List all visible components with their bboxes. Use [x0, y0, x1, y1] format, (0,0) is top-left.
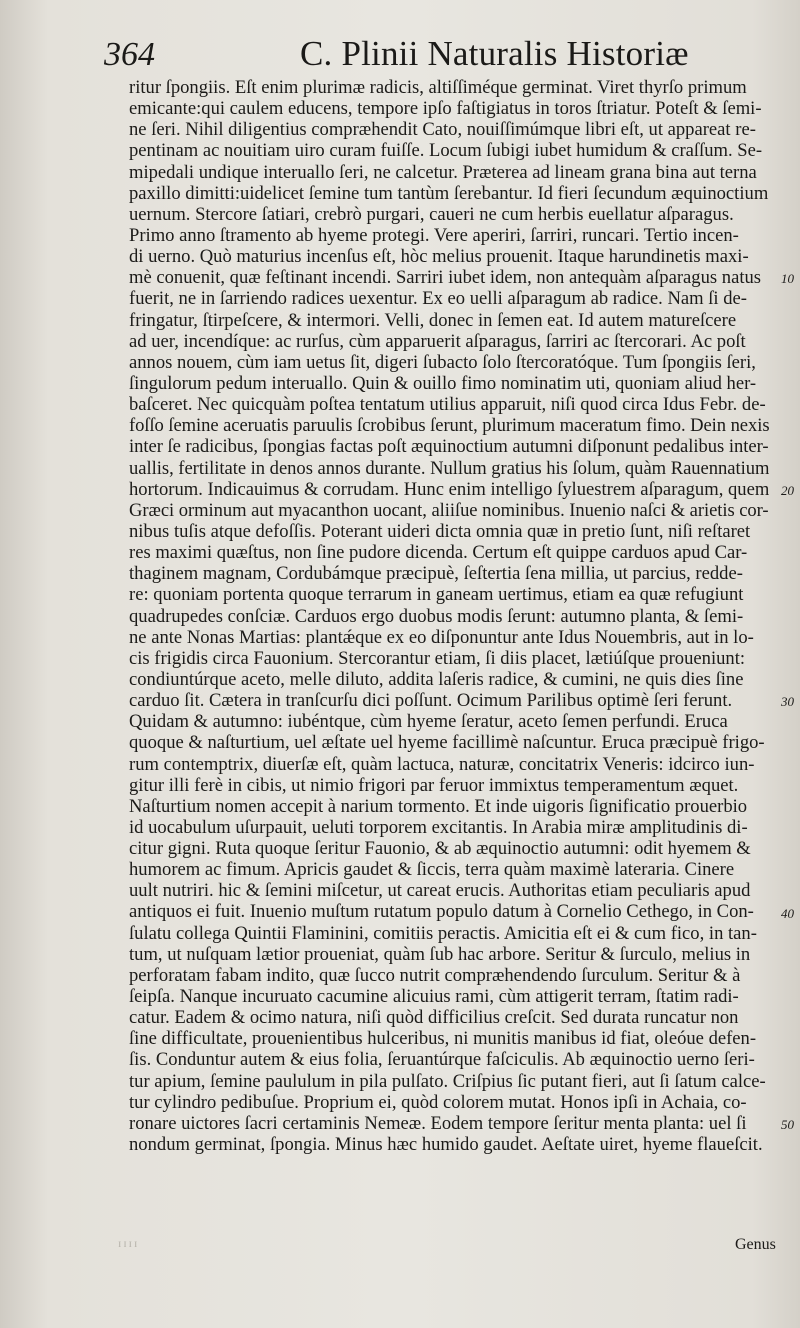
text-line: baſceret. Nec quicquàm poſtea tentatum utilius apparuit, niſi quod circa Idus Febr. de- — [129, 394, 766, 416]
page-header — [104, 30, 794, 80]
margin-line-number: 10 — [781, 271, 794, 287]
text-line: re: quoniam portenta quoque terrarum in ganeam uertimus, etiam ea quæ refugiunt — [129, 584, 744, 606]
text-line: ſeipſa. Nanque incuruato cacumine alicuius rami, cùm attigerit terram, ſtatim radi- — [129, 986, 739, 1008]
text-line: citur gigni. Ruta quoque ſeritur Fauonio, & ab æquinoctio autumni: odit hyemem & — [129, 838, 751, 860]
text-line: hortorum. Indicauimus & corrudam. Hunc enim intelligo ſyluestrem aſparagum, quem — [129, 478, 769, 500]
text-line: catur. Eadem & ocimo natura, niſi quòd difficilius creſcit. Sed durata runcatur non — [129, 1007, 739, 1029]
text-line: ſis. Conduntur autem & eius folia, ſeruantúrque faſciculis. Ab æquinoctio uerno ſeri- — [129, 1049, 755, 1071]
margin-line-number: 50 — [781, 1117, 794, 1133]
catchword: Genus — [735, 1236, 776, 1253]
text-line: paxillo dimitti:uidelicet ſemine tum tantùm ſerebantur. Id fieri ſecundum æquinoctium — [129, 182, 769, 204]
text-line: ronare uictores ſacri certaminis Nemeæ. Eodem tempore ſeritur menta planta: uel ſi — [129, 1112, 747, 1134]
text-line: emicante:qui caulem educens, tempore ipſo faſtigiatus in toros ſtriatur. Poteſt & ſemi- — [129, 98, 762, 120]
margin-line-number: 20 — [781, 482, 794, 498]
text-line: cis frigidis circa Fauonium. Stercorantur etiam, ſi diis placet, lætiúſque proueniunt: — [129, 647, 746, 669]
text-line: uult nutriri. hic & ſemini miſcetur, ut careat erucis. Authoritas etiam peculiaris apud — [129, 880, 751, 902]
body-text — [129, 77, 769, 1155]
text-line: pentinam ac nouitiam uiro curam fuiſſe. Locum ſubigi iubet humidum & craſſum. Se- — [129, 140, 763, 162]
text-line: quadrupedes conſciæ. Carduos ergo duobus modis ſerunt: autumno planta, & ſemi- — [129, 605, 744, 627]
text-line: antiquos ei fuit. Inuenio muſtum rutatum populo datum à Cornelio Cethego, in Con- — [129, 901, 754, 923]
text-line: condiuntúrque aceto, melle diluto, addita laſeris radice, & cumini, ne quis dies ſine — [129, 668, 744, 690]
text-line: fuerit, ne in ſarriendo radices uexentur. Ex eo uelli aſparagum ab radice. Nam ſi de- — [129, 288, 747, 310]
running-title: C. Plinii Naturalis Historiæ — [300, 34, 689, 73]
text-line: quoque & naſturtium, uel æſtate uel hyeme facillimè naſcuntur. Eruca præcipuè frigo- — [129, 732, 765, 754]
text-line: gitur illi ferè in cibis, ut nimio frigori par feruor immixtus temperamentum æquet. — [129, 774, 739, 796]
text-line: di uerno. Quò maturius incenſus eſt, hòc melius prouenit. Itaque harundinetis maxi- — [129, 246, 749, 268]
text-line: inter ſe radicibus, ſpongias factas poſt æquinoctium autumni diſponunt pedalibus inter- — [129, 436, 769, 458]
text-line: mè conuenit, quæ feſtinant incendi. Sarriri iubet idem, non antequàm aſparagus natus — [129, 267, 762, 289]
text-line: ſulatu collega Quintii Flaminini, comitiis peractis. Amicitia eſt ei & cum fico, in tan- — [129, 922, 757, 944]
text-line: nibus tuſis atque defoſſis. Poterant uideri dicta omnia quæ in pretio ſunt, niſi reſtaret — [129, 520, 751, 542]
text-line: fringatur, ſtirpeſcere, & intermori. Velli, donec in ſemen eat. Id autem matureſcere — [129, 309, 737, 331]
text-line: thaginem magnam, Cordubámque præcipuè, ſeſtertia ſena millia, ut parcius, redde- — [129, 563, 743, 585]
text-line: uernum. Stercore ſatiari, crebrò purgari, caueri ne cum herbis euellatur aſparagus. — [129, 203, 734, 225]
text-line: ne ante Nonas Martias: plantǽque ex eo diſponuntur ante Idus Nouembris, aut in lo- — [129, 626, 754, 648]
text-line: nondum germinat, ſpongia. Minus hæc humido gaudet. Aeſtate uiret, hyeme flaueſcit. — [129, 1134, 763, 1156]
text-line: ſine difficultate, prouenientibus hulceribus, ni munitis manibus id fiat, oleóue defen- — [129, 1028, 757, 1050]
text-line: ſingulorum pedum interuallo. Quin & ouillo fimo nominatim uti, quoniam aliud her- — [129, 372, 757, 394]
text-line: humorem ac fimum. Apricis gaudet & ſiccis, terra quàm maximè lateraria. Cinere — [129, 859, 735, 881]
margin-line-number: 40 — [781, 905, 794, 921]
text-line: res maximi quæſtus, non ſine pudore dicenda. Certum eſt quippe carduos apud Car- — [129, 542, 748, 564]
text-line: tum, ut nuſquam lætior proueniat, quàm ſub hac arbore. Seritur & ſurculo, melius in — [129, 943, 751, 965]
bleed-through-mark: ɪɪɪɪ — [118, 1236, 140, 1250]
text-line: ad uer, incendíque: ac rurſus, cùm apparuerit aſparagus, ſarriri ac ſtercorari. Ac poſt — [129, 330, 746, 352]
text-line: foſſo ſemine aceruatis paruulis ſcrobibus ſerunt, plurimum maceratum fimo. Dein nexis — [129, 415, 769, 437]
text-line: Primo anno ſtramento ab hyeme protegi. Vere aperiri, ſarriri, runcari. Tertio incen- — [129, 224, 739, 246]
text-line: uallis, fertilitate in denos annos durante. Nullum gratius his ſolum, quàm Rauennatium — [129, 457, 769, 479]
text-line: Græci orminum aut myacanthon uocant, aliiſue nominibus. Inuenio naſci & arietis cor- — [129, 499, 769, 521]
text-line: ritur ſpongiis. Eſt enim plurimæ radicis, altiſſiméque germinat. Viret thyrſo primum — [129, 77, 747, 98]
text-line: tur cylindro pedibuſue. Proprium ei, quòd colorem mutat. Honos ipſi in Achaia, co- — [129, 1091, 747, 1113]
text-line: ne ſeri. Nihil diligentius compræhendit Cato, nouiſſimúmque libri eſt, ut appareat re- — [129, 119, 756, 141]
text-line: perforatam fabam indito, quæ ſucco nutrit compræhendendo ſurculum. Seritur & à — [129, 964, 741, 986]
text-line: carduo ſit. Cætera in tranſcurſu dici poſſunt. Ocimum Parilibus optimè ſeri ferunt. — [129, 690, 733, 712]
text-line: tur apium, ſemine paululum in pila pulſato. Criſpius ſic putant fieri, aut ſi ſatum calce- — [129, 1070, 766, 1092]
text-line: Quidam & autumno: iubéntque, cùm hyeme ſeratur, aceto ſemen perfundi. Eruca — [129, 711, 728, 733]
text-line: Naſturtium nomen accepit à narium tormento. Et inde uigoris ſignificatio prouerbio — [129, 795, 748, 817]
text-line: mipedali undique interuallo ſeri, ne calcetur. Præterea ad lineam grana bina aut terna — [129, 161, 757, 183]
text-line: annos nouem, cùm iam uetus ſit, digeri ſubacto ſolo ſtercoratóque. Tum ſpongiis ſeri, — [129, 351, 756, 373]
text-line: rum contemptrix, diuerſæ eſt, quàm lactuca, naturæ, concitatrix Veneris: idcirco iun- — [129, 753, 755, 775]
margin-line-number: 30 — [781, 694, 794, 710]
page-number: 364 — [104, 36, 155, 73]
text-line: id uocabulum uſurpauit, ueluti torporem excitantis. In Arabia miræ amplitudinis di- — [129, 816, 748, 838]
